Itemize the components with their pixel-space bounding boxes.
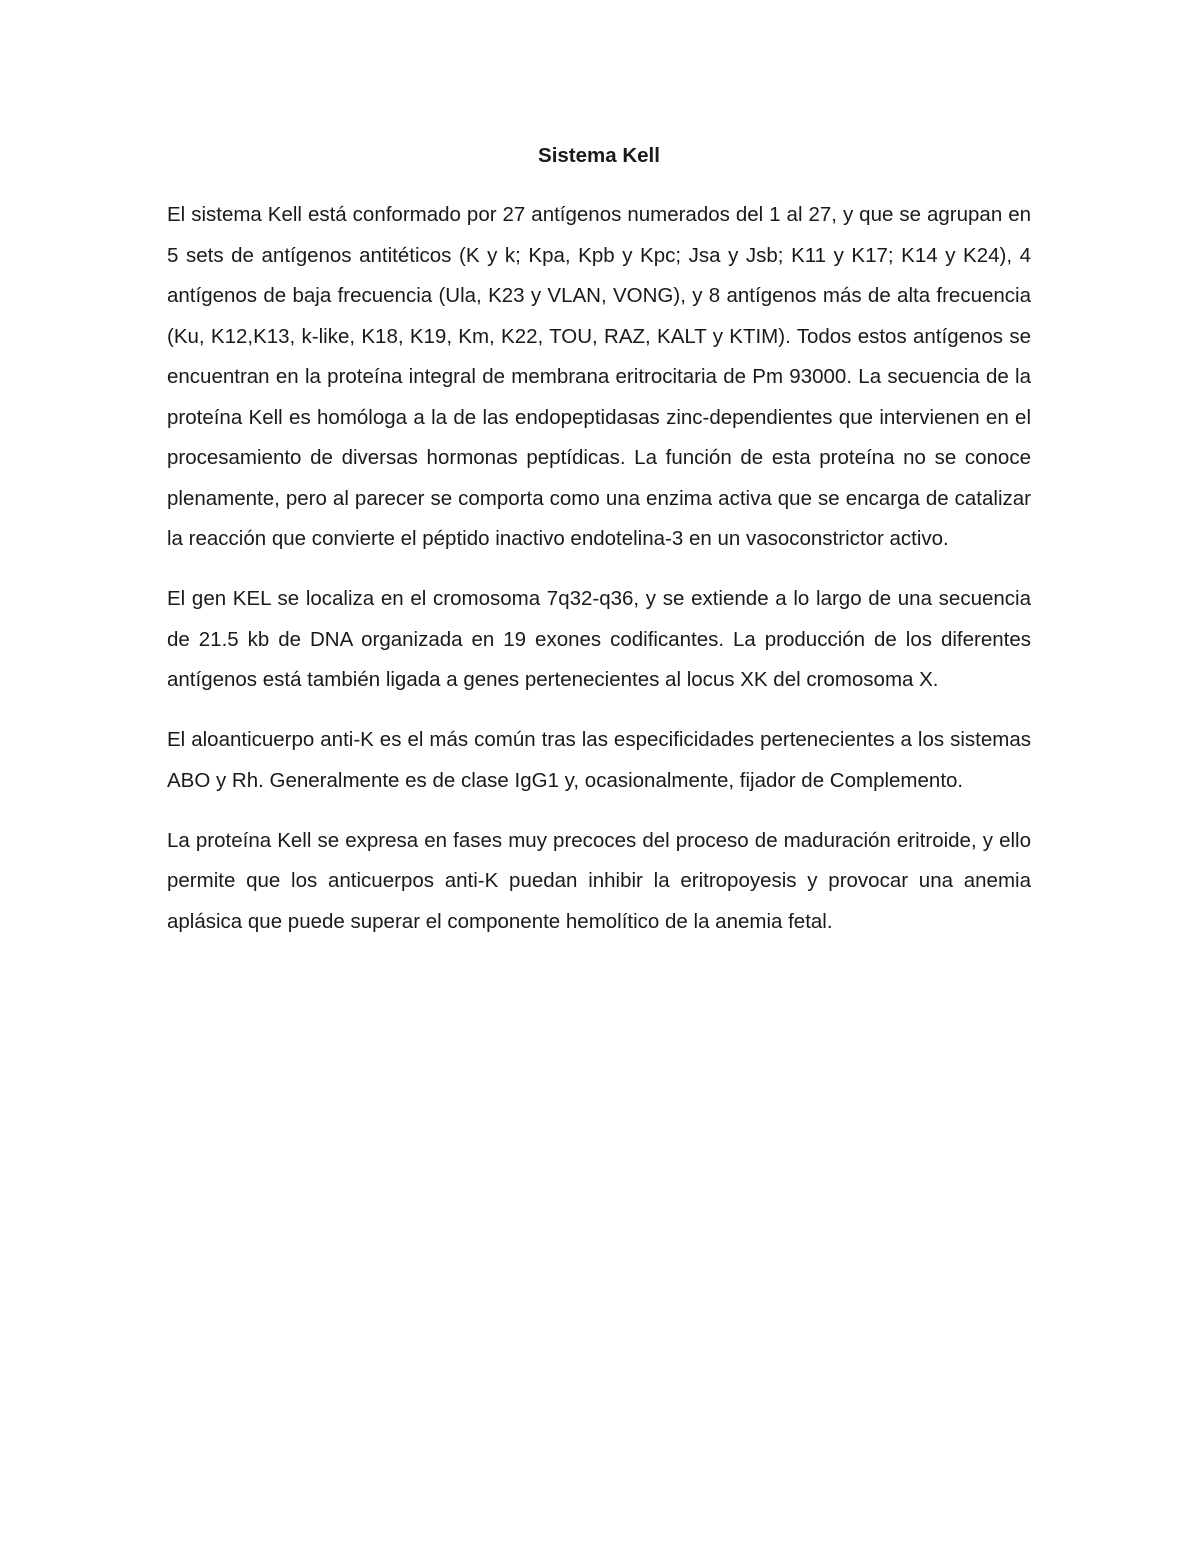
paragraph-gene: El gen KEL se localiza en el cromosoma 7q32-q36, y se extiende a lo largo de una secuencia de 21.5 kb de DNA organizada en 19 exones codificantes. La producción de los diferentes antígenos está también ligada a genes pertenecientes al locus XK del cromosoma X. bbox=[167, 587, 1031, 691]
document-title: Sistema Kell bbox=[538, 144, 660, 167]
paragraph-intro: El sistema Kell está conformado por 27 antígenos numerados del 1 al 27, y que se agrupan en 5 sets de antígenos antitéticos (K y k; Kpa, Kpb y Kpc; Jsa y Jsb; K11 y K17; K14 y K24), 4 antígenos de baja frecuencia (Ula, K23 y VLAN, VONG), y 8 antígenos más de alta frecuencia (Ku, K12,K13, k-like, K18, K19, Km, K22, TOU, RAZ, KALT y KTIM). Todos estos antígenos se encuentran en la proteína integral de membrana eritrocitaria de Pm 93000. La secuencia de la proteína Kell es homóloga a la de las endopeptidasas zinc-dependientes que intervienen en el procesamiento de diversas hormonas peptídicas. La función de esta proteína no se conoce plenamente, pero al parecer se comporta como una enzima activa que se encarga de catalizar la reacción que convierte el péptido inactivo endotelina-3 en un vasoconstrictor activo. bbox=[167, 203, 1031, 550]
document-body bbox=[167, 136, 1031, 962]
paragraph-antibody: El aloanticuerpo anti-K es el más común tras las especificidades pertenecientes a los sistemas ABO y Rh. Generalmente es de clase IgG1 y, ocasionalmente, fijador de Complemento. bbox=[167, 728, 1031, 792]
paragraph-protein: La proteína Kell se expresa en fases muy precoces del proceso de maduración eritroide, y ello permite que los anticuerpos anti-K puedan inhibir la eritropoyesis y provocar una anemia aplásica que puede superar el componente hemolítico de la anemia fetal. bbox=[167, 828, 1031, 933]
